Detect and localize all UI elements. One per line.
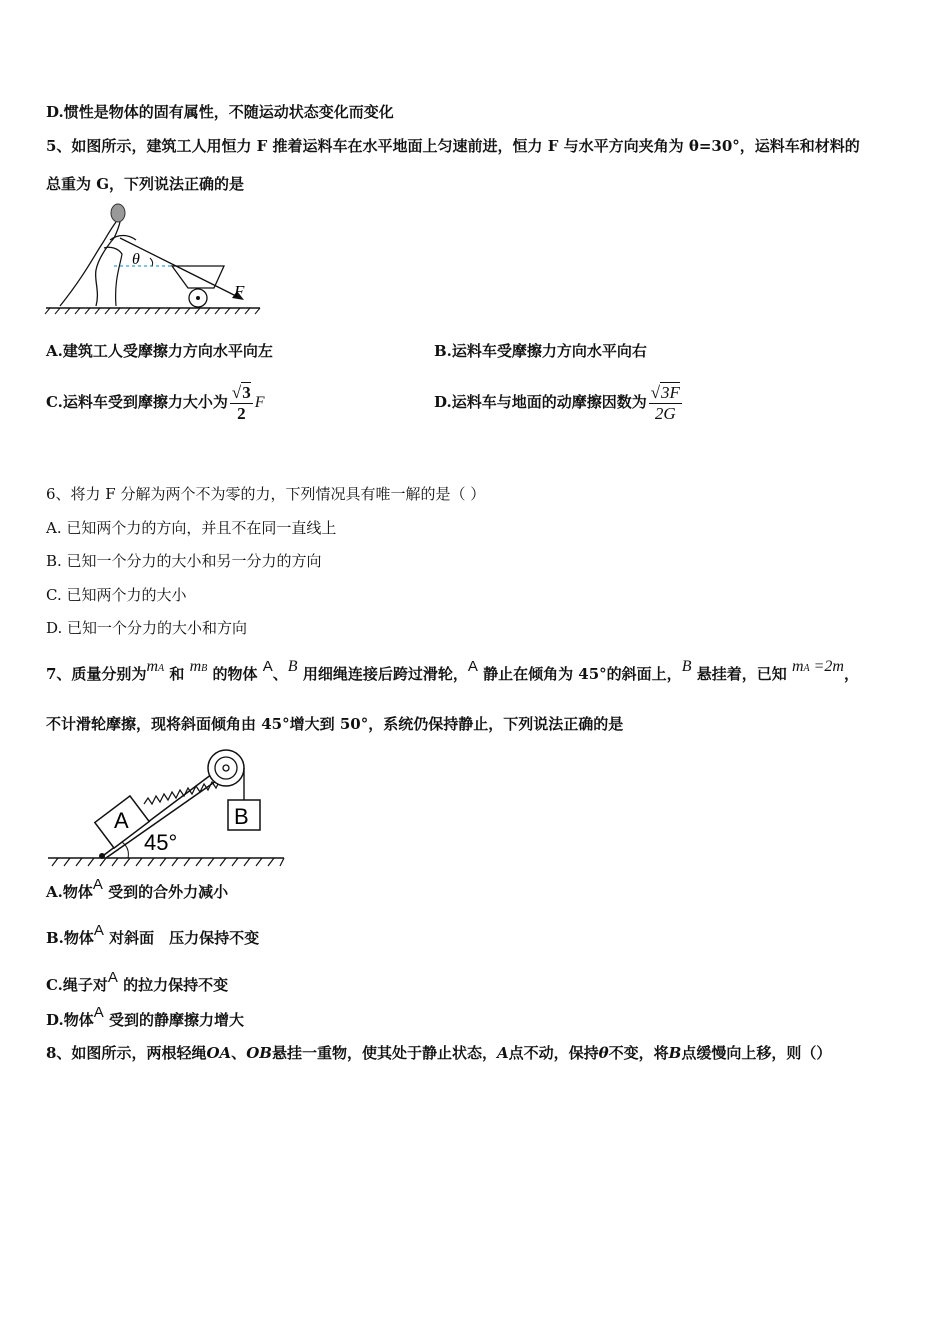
- q7-option-c: C.绳子对A 的拉力保持不变: [46, 969, 229, 994]
- q5-cart-figure: [44, 200, 264, 318]
- q5-option-c-fraction: $\frac{√3}{2}$: [231, 382, 251, 423]
- q5-option-d-numerator: 3F: [661, 382, 680, 402]
- q6-option-c: C. 已知两个力的大小: [46, 586, 187, 604]
- q7-stem-part2: 的物体: [212, 665, 258, 683]
- q7-stem-part5: 悬挂着，已知: [696, 665, 787, 683]
- q7-option-b: B.物体A 对斜面 压力保持不变: [46, 922, 260, 947]
- q7-equation: mA =2m: [791, 658, 844, 675]
- q7-label-b-2: B: [681, 658, 692, 675]
- q5-stem-line1: 5、如图所示，建筑工人用恒力 F 推着运料车在水平地面上匀速前进，恒力 F 与水平方向夹角为 θ=30°，运料车和材料的: [46, 137, 860, 155]
- q5-force-label: F: [234, 282, 245, 301]
- q5-stem-line2: 总重为 G，下列说法正确的是: [46, 175, 245, 193]
- q6-option-d: D. 已知一个分力的大小和方向: [46, 619, 248, 637]
- q5-option-b: B.运料车受摩擦力方向水平向右: [434, 342, 647, 360]
- q7-angle-label: 45°: [144, 830, 178, 855]
- q7-stem-part3: 用细绳连接后跨过滑轮，: [302, 665, 468, 683]
- q6-option-a: A. 已知两个力的方向，并且不在同一直线上: [46, 519, 337, 537]
- q7-label-a: A: [262, 658, 273, 675]
- q7-mass-b: mB: [189, 658, 208, 675]
- q7-option-d: D.物体A 受到的静摩擦力增大: [46, 1004, 244, 1029]
- q7-stem-part4: 静止在倾角为 45°的斜面上，: [483, 665, 682, 683]
- q5-option-c-tail: F: [254, 394, 265, 411]
- q7-mass-a: mA: [146, 658, 165, 675]
- q5-option-a: A.建筑工人受摩擦力方向水平向左: [46, 342, 273, 360]
- q7-sep: 、: [272, 665, 288, 683]
- q7-stem-line1: [46, 658, 859, 687]
- q7-block-a-label: A: [114, 808, 129, 833]
- q5-option-d-text: D.运料车与地面的动摩擦因数为: [434, 393, 647, 411]
- q7-incline-figure: [44, 742, 288, 872]
- q5-option-d: [434, 380, 684, 424]
- q6-stem: 6、将力 F 分解为两个不为零的力，下列情况具有唯一解的是（ ）: [46, 485, 486, 503]
- q7-block-b-label: B: [234, 804, 249, 829]
- q5-option-d-fraction: $\frac{√3F}{2G}$: [650, 382, 680, 423]
- q6-option-b: B. 已知一个分力的大小和另一分力的方向: [46, 552, 322, 570]
- q4-option-d: D.惯性是物体的固有属性，不随运动状态变化而变化: [46, 103, 394, 121]
- q7-stem-part1: 7、质量分别为: [46, 665, 147, 683]
- q5-theta-label: θ: [132, 251, 140, 268]
- q5-option-c-text: C.运料车受到摩擦力大小为: [46, 393, 228, 411]
- q5-option-c-denominator: 2: [237, 403, 246, 423]
- q5-option-c-numerator: 3: [242, 382, 251, 402]
- q7-label-a-2: A: [467, 658, 478, 675]
- q8-stem: 8、如图所示，两根轻绳OA、OB悬挂一重物，使其处于静止状态，A点不动，保持θ不变，将B点缓慢向上移，则（）: [46, 1044, 832, 1062]
- q7-stem-and: 和: [169, 665, 185, 683]
- q5-option-d-denominator: 2G: [654, 403, 676, 423]
- q7-option-a: A.物体A 受到的合外力减小: [46, 876, 229, 901]
- q7-stem-line2: 不计滑轮摩擦，现将斜面倾角由 45°增大到 50°，系统仍保持静止，下列说法正确的是: [46, 715, 624, 733]
- q5-option-c: [46, 380, 265, 425]
- q7-label-b: B: [287, 658, 298, 675]
- q7-comma: ，: [843, 665, 859, 683]
